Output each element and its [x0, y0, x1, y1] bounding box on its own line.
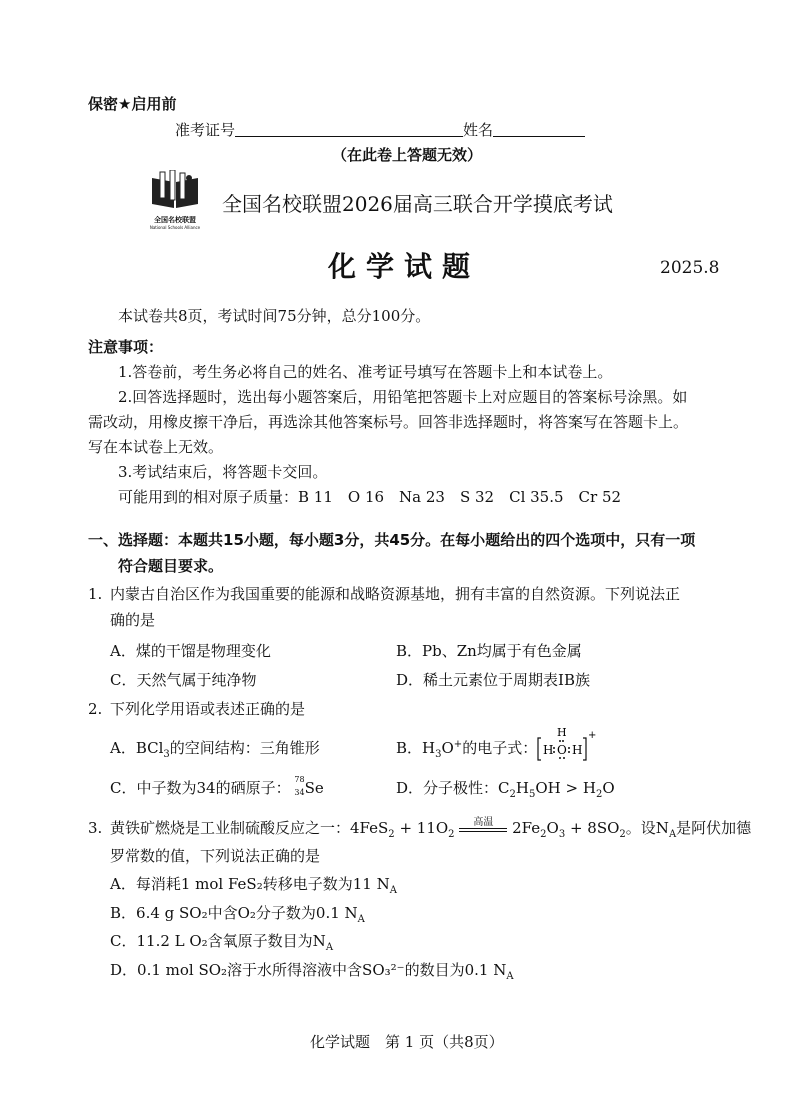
- q1-option-b: B．Pb、Zn均属于有色金属: [396, 642, 582, 660]
- q2-b-sup: +: [453, 739, 463, 750]
- q2-d-sub3: 2: [595, 789, 603, 800]
- q3-d-na-sub: A: [506, 971, 514, 982]
- logo-cn-text: 全国名校联盟: [154, 216, 196, 224]
- svg-text:O: O: [557, 743, 567, 757]
- q3-sub-fes2: 2: [388, 829, 395, 840]
- exam-id-field: [235, 121, 463, 137]
- q3-d-text: D．0.1 mol SO₂溶于水所得溶液中含SO₃²⁻的数目为0.1 N: [110, 961, 507, 979]
- q2-c-pre: C．中子数为34的硒原子：: [110, 779, 291, 797]
- reaction-arrow: [459, 817, 507, 832]
- q3-eq-fe: 2Fe: [512, 819, 541, 837]
- q1-option-a: A．煤的干馏是物理变化: [110, 642, 271, 660]
- se-atomic-number: 34: [294, 788, 305, 797]
- svg-text:H: H: [572, 743, 583, 757]
- q3-stem-line-1: [110, 818, 751, 838]
- se-isotope-numbers: [291, 775, 305, 799]
- q3-sub-o2: 2: [448, 829, 455, 840]
- q3-option-d: [110, 960, 514, 980]
- paper-title: 化学试题: [328, 250, 481, 283]
- q2-d-sub2: 5: [528, 789, 536, 800]
- note-1: 1.答卷前，考生务必将自己的姓名、准考证号填写在答题卡上和本试卷上。: [118, 363, 613, 381]
- q2-option-c: [110, 775, 324, 799]
- q3-stem-post-2: 是阿伏加德: [676, 819, 752, 837]
- page-footer: 化学试题 第 1 页（共8页）: [310, 1033, 504, 1051]
- q3-sub-so2: 2: [619, 829, 626, 840]
- q2-d-mid1: H: [515, 779, 529, 797]
- q3-eq-o: O: [546, 819, 559, 837]
- notes-heading: 注意事项：: [88, 338, 164, 356]
- q2-a-pre: A．BCl: [110, 739, 164, 757]
- q1-stem-line-1: 内蒙古自治区作为我国重要的能源和战略资源基地，拥有丰富的自然资源。下列说法正: [110, 585, 681, 603]
- q1-option-c: C．天然气属于纯净物: [110, 671, 257, 689]
- svg-text:+: +: [588, 730, 596, 741]
- name-label: 姓名: [463, 121, 494, 139]
- q2-d-pre: D．分子极性：C: [396, 779, 510, 797]
- q3-option-b: [110, 903, 365, 923]
- q2-b-post: 的电子式：: [462, 739, 538, 757]
- exam-id-line: [175, 120, 585, 140]
- q1-option-d: D．稀土元素位于周期表ⅠB族: [396, 671, 590, 689]
- q3-option-a: [110, 874, 397, 894]
- q2-b-sub: 3: [435, 749, 442, 760]
- q3-sub-o3: 3: [558, 829, 566, 840]
- q3-na-sub: A: [668, 829, 677, 840]
- se-mass-number: 78: [294, 775, 305, 784]
- q2-a-sub: 3: [163, 749, 170, 760]
- book-icon: [146, 170, 204, 212]
- exam-date: 2025.8: [660, 258, 720, 278]
- q3-a-text: A．每消耗1 mol FeS₂转移电子数为11 N: [110, 875, 390, 893]
- q3-eq-o2: + 11O: [394, 819, 449, 837]
- q3-a-na-sub: A: [389, 885, 397, 896]
- q3-stem-post: 。设N: [625, 819, 669, 837]
- q2-number: 2.: [88, 700, 103, 718]
- q3-sub-fe2: 2: [540, 829, 547, 840]
- q2-b-mid: O: [441, 739, 454, 757]
- atomic-masses: 可能用到的相对原子质量：B 11 O 16 Na 23 S 32 Cl 35.5 Cr 52: [118, 488, 622, 506]
- h3o-electron-formula: [536, 726, 596, 768]
- q3-c-na-sub: A: [325, 942, 334, 953]
- lewis-structure-icon: [536, 726, 596, 768]
- note-2-line-2: 需改动，用橡皮擦干净后，再选涂其他答案标号。回答非选择题时，将答案写在答题卡上。: [88, 413, 689, 431]
- invalid-note: （在此卷上答题无效）: [332, 146, 483, 164]
- q2-option-a: [110, 738, 320, 758]
- logo-en-text: National Schools Alliance: [149, 225, 201, 230]
- q2-a-post: 的空间结构：三角锥形: [169, 739, 320, 757]
- intro-text: 本试卷共8页，考试时间75分钟，总分100分。: [118, 307, 431, 325]
- q3-c-text: C．11.2 L O₂含氧原子数目为N: [110, 932, 326, 950]
- q2-option-d: [396, 778, 615, 798]
- reaction-condition: 高温: [473, 817, 494, 828]
- q3-number: 3.: [88, 819, 103, 837]
- q3-b-na-sub: A: [357, 914, 365, 925]
- note-3: 3.考试结束后，将答题卡交回。: [118, 463, 328, 481]
- note-2-line-3: 写在本试卷上无效。: [88, 438, 224, 456]
- section-1-heading-line-2: 符合题目要求。: [118, 557, 224, 575]
- q2-d-post: O: [602, 779, 615, 797]
- se-symbol: Se: [304, 779, 324, 797]
- q3-eq-so2: + 8SO: [565, 819, 620, 837]
- svg-text:H: H: [557, 726, 567, 739]
- q3-option-c: [110, 931, 333, 951]
- q2-stem: 下列化学用语或表述正确的是: [110, 700, 306, 718]
- q1-number: 1.: [88, 585, 103, 603]
- q2-option-b: [396, 738, 537, 758]
- alliance-logo: [146, 170, 204, 230]
- exam-title: 全国名校联盟2026届高三联合开学摸底考试: [222, 192, 613, 216]
- q1-stem-line-2: 确的是: [110, 611, 156, 629]
- exam-id-label: 准考证号: [175, 121, 236, 139]
- q3-stem-line-2: 罗常数的值，下列说法正确的是: [110, 847, 321, 865]
- q3-stem-pre: 黄铁矿燃烧是工业制硫酸反应之一：4FeS: [110, 819, 389, 837]
- q2-b-pre: B．H: [396, 739, 436, 757]
- svg-text:H: H: [543, 743, 554, 757]
- q3-b-text: B．6.4 g SO₂中含O₂分子数为0.1 N: [110, 904, 358, 922]
- q2-d-mid2: OH > H: [535, 779, 596, 797]
- name-field: [493, 121, 585, 137]
- note-2-line-1: 2.回答选择题时，选出每小题答案后，用铅笔把答题卡上对应题目的答案标号涂黑。如: [118, 388, 688, 406]
- confidential-mark: 保密★启用前: [88, 95, 177, 113]
- q2-d-sub1: 2: [509, 789, 516, 800]
- section-1-heading-line-1: 一、选择题：本题共15小题，每小题3分，共45分。在每小题给出的四个选项中，只有一项: [88, 531, 696, 549]
